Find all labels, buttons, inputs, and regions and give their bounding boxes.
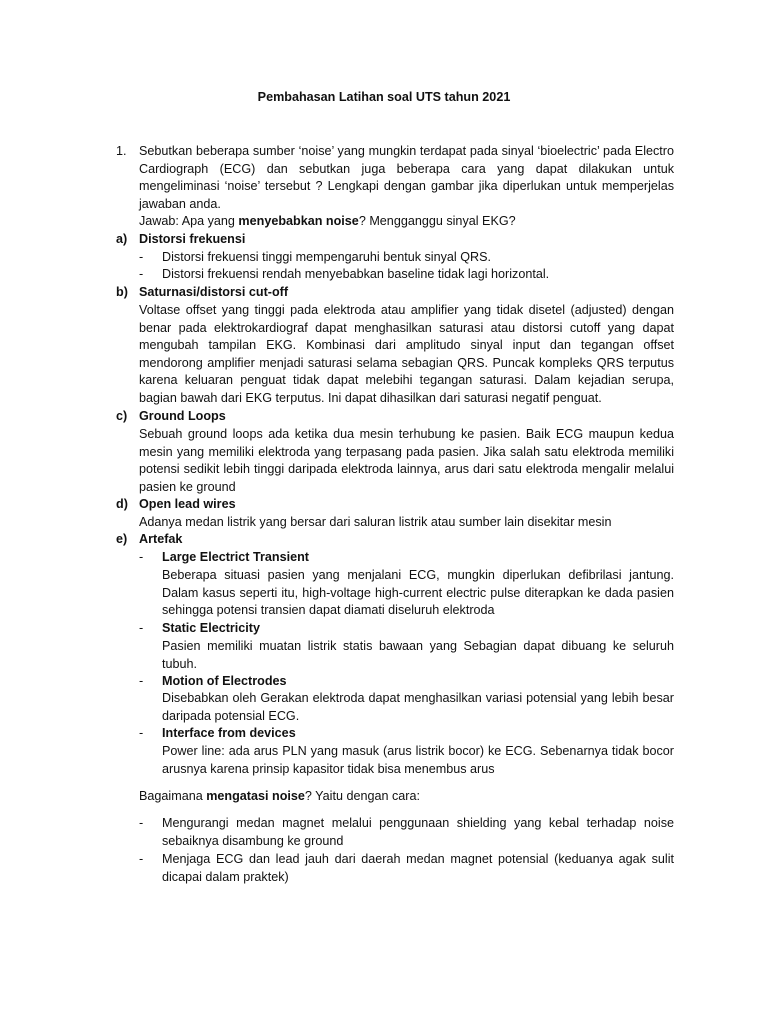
section-d-text: Adanya medan listrik yang bersar dari saluran listrik atau sumber lain disekitar mesin: [139, 515, 612, 529]
artefak-1-text: Beberapa situasi pasien yang menjalani ECG, mungkin diperlukan defibrilasi jantung. Dalam kasus seperti itu, high-voltage high-current electric pulse diterapkan ke dada pasien sehingga potensi transien dapat diamati diseluruh elektroda: [162, 568, 674, 618]
solution-bold: mengatasi noise: [206, 789, 305, 803]
bullet-dash: -: [139, 550, 144, 564]
answer-line: [139, 213, 674, 231]
bullet-dash: -: [139, 852, 144, 866]
section-c-text: Sebuah ground loops ada ketika dua mesin terhubung ke pasien. Baik ECG maupun kedua mesin yang memiliki elektroda yang terpasang pada pasien. Jika salah satu elektroda memiliki potensi sedikit lebih tinggi daripada elektroda lainnya, arus dari satu elektroda mengalir melalui pasien ke ground: [139, 427, 674, 494]
artefak-3-heading: Motion of Electrodes: [162, 674, 287, 688]
question-number: 1.: [116, 144, 127, 158]
artefak-3-text: Disebabkan oleh Gerakan elektroda dapat menghasilkan variasi potensial yang lebih besar daripada potensial ECG.: [162, 691, 674, 723]
artefak-2-heading: Static Electricity: [162, 621, 260, 635]
solution-intro: [139, 788, 674, 806]
artefak-4-heading: Interface from devices: [162, 726, 296, 740]
section-d-label: d): [116, 497, 128, 511]
solution-prefix: Bagaimana: [139, 789, 207, 803]
bullet-dash: -: [139, 674, 144, 688]
section-d-heading: Open lead wires: [139, 497, 236, 511]
document-title: Pembahasan Latihan soal UTS tahun 2021: [257, 90, 511, 104]
bullet-dash: -: [139, 267, 144, 281]
answer-suffix: ? Mengganggu sinyal EKG?: [358, 214, 516, 228]
bullet-dash: -: [139, 726, 144, 740]
section-c-heading: Ground Loops: [139, 409, 226, 423]
bullet-dash: -: [139, 621, 144, 635]
solution-item-1: Mengurangi medan magnet melalui penggunaan shielding yang kebal terhadap noise sebaiknya disambung ke ground: [162, 816, 674, 848]
section-b-label: b): [116, 285, 128, 299]
artefak-1-heading: Large Electrict Transient: [162, 550, 309, 564]
answer-prefix: Jawab: Apa yang: [139, 214, 239, 228]
section-a-label: a): [116, 232, 128, 246]
solution-item-2: Menjaga ECG dan lead jauh dari daerah medan magnet potensial (keduanya agak sulit dicapai dalam praktek): [162, 852, 674, 884]
section-b-text: Voltase offset yang tinggi pada elektroda atau amplifier yang tidak disetel (adjusted) dengan benar pada elektrokardiograf dapat menghasilkan saturasi atau distorsi cutoff yang dapat mengubah tampilan EKG. Kombinasi dari amplitudo sinyal input dan tegangan offset mendorong amplifier menjadi saturasi selama sebagian QRS. Puncak kompleks QRS terputus karena keluaran penguat tidak dapat melebihi tegangan saturasi. Dalam kejadian serupa, bagian bawah dari EKG terputus. Ini dapat dihasilkan dari saturasi negatif penguat.: [139, 303, 674, 405]
section-a-item-2: Distorsi frekuensi rendah menyebabkan baseline tidak lagi horizontal.: [162, 267, 550, 281]
section-e-heading: Artefak: [139, 532, 183, 546]
artefak-2-text: Pasien memiliki muatan listrik statis bawaan yang Sebagian dapat dibuang ke seluruh tubuh.: [162, 639, 674, 671]
solution-suffix: ? Yaitu dengan cara:: [304, 789, 420, 803]
section-e-label: e): [116, 532, 128, 546]
artefak-4-text: Power line: ada arus PLN yang masuk (arus listrik bocor) ke ECG. Sebenarnya tidak bocor arusnya karena prinsip kapasitor tidak bisa menembus arus: [162, 744, 674, 776]
section-a-heading: Distorsi frekuensi: [139, 232, 246, 246]
section-c-label: c): [116, 409, 128, 423]
section-b-heading: Saturnasi/distorsi cut-off: [139, 285, 289, 299]
question-text: Sebutkan beberapa sumber ‘noise’ yang mungkin terdapat pada sinyal ‘bioelectric’ pada Electro Cardiograph (ECG) dan sebutkan juga beberapa cara yang dapat dilakukan untuk mengeliminasi ‘noise’ tersebut ? Lengkapi dengan gambar jika diperlukan untuk memperjelas jawaban anda.: [139, 144, 674, 211]
answer-bold: menyebabkan noise: [238, 214, 359, 228]
bullet-dash: -: [139, 816, 144, 830]
section-a-item-1: Distorsi frekuensi tinggi mempengaruhi bentuk sinyal QRS.: [162, 250, 491, 264]
bullet-dash: -: [139, 250, 144, 264]
